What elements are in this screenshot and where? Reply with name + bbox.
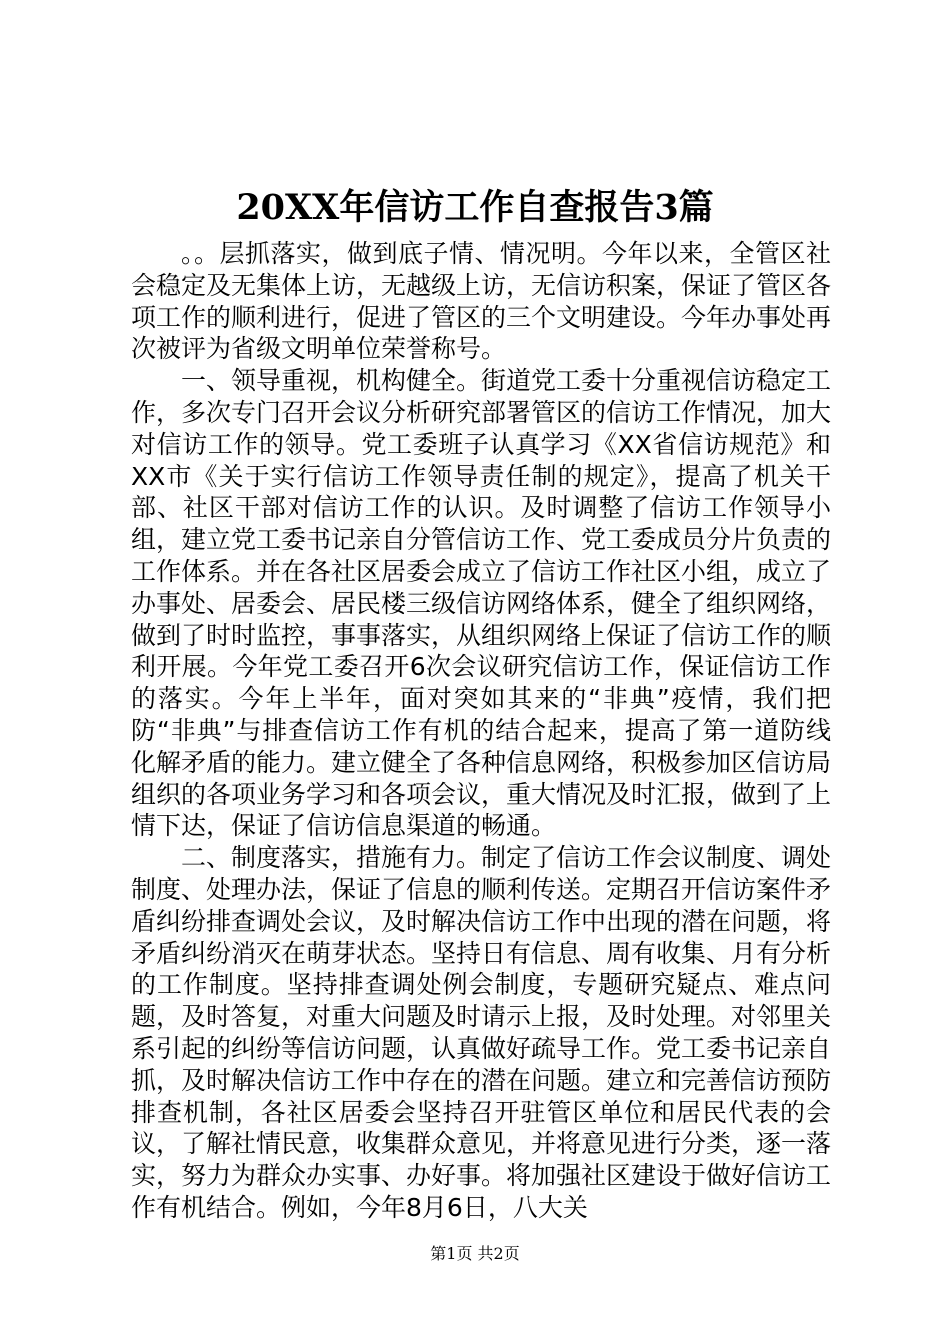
paragraph-section-two: 二、制度落实，措施有力。制定了信访工作会议制度、调处制度、处理办法，保证了信息的顺利传送。定期召开信访案件矛盾纠纷排查调处会议，及时解决信访工作中出现的潜在问题，将矛盾纠纷消灭在萌芽状态。坚持日有信息、周有收集、月有分析的工作制度。坚持排查调处例会制度，专题研究疑点、难点问题，及时答复，对重大问题及时请示上报，及时处理。对邻里关系引起的纠纷等信访问题，认真做好疏导工作。党工委书记亲自抓，及时解决信访工作中存在的潜在问题。建立和完善信访预防排查机制，各社区居委会坚持召开驻管区单位和居民代表的会议，了解社情民意，收集群众意见，并将意见进行分类，逐一落实，努力为群众办实事、办好事。将加强社区建设于做好信访工作有机结合。例如，今年8月6日，八大关 <box>131 843 832 1222</box>
page-footer: 第1页 共2页 <box>430 1244 520 1263</box>
paragraph-section-one: 一、领导重视，机构健全。街道党工委十分重视信访稳定工作，多次专门召开会议分析研究部署管区的信访工作情况，加大对信访工作的领导。党工委班子认真学习《XX省信访规范》和XX市《关于实行信访工作领导责任制的规定》，提高了机关干部、社区干部对信访工作的认识。及时调整了信访工作领导小组，建立党工委书记亲自分管信访工作、党工委成员分片负责的工作体系。并在各社区居委会成立了信访工作社区小组，成立了办事处、居委会、居民楼三级信访网络体系，健全了组织网络，做到了时时监控，事事落实，从组织网络上保证了信访工作的顺利开展。今年党工委召开6次会议研究信访工作，保证信访工作的落实。今年上半年，面对突如其来的“非典”疫情，我们把防“非典”与排查信访工作有机的结合起来，提高了第一道防线化解矛盾的能力。建立健全了各种信息网络，积极参加区信访局组织的各项业务学习和各项会议，重大情况及时汇报，做到了上情下达，保证了信访信息渠道的畅通。 <box>131 366 832 841</box>
document-body <box>131 238 831 1224</box>
paragraph-intro: 。。层抓落实，做到底子情、情况明。今年以来，全管区社会稳定及无集体上访，无越级上访，无信访积案，保证了管区各项工作的顺利进行，促进了管区的三个文明建设。今年办事处再次被评为省级文明单位荣誉称号。 <box>131 239 832 364</box>
document-title: 20XX年信访工作自查报告3篇 <box>236 187 714 228</box>
